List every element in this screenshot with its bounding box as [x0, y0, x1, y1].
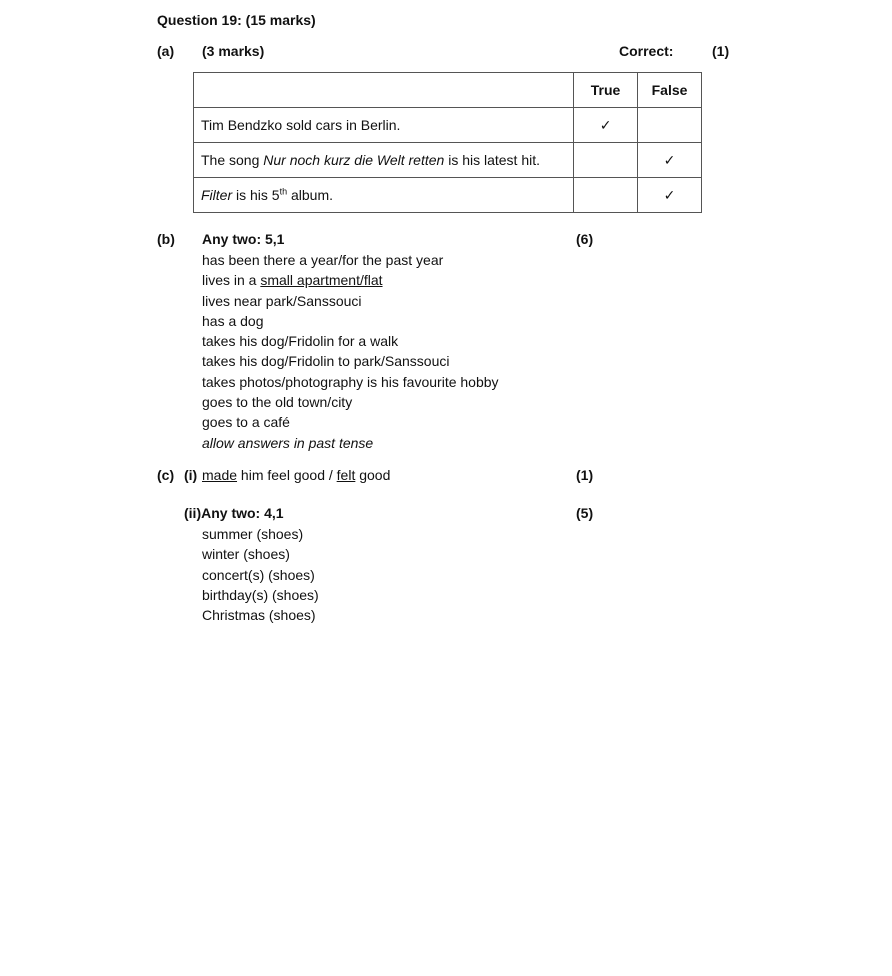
correct-mark: (1)	[712, 43, 730, 59]
check-icon: ✓	[663, 151, 676, 168]
part-b-marks: (6)	[576, 231, 594, 247]
answer-text: lives in a	[202, 272, 261, 289]
true-cell	[574, 143, 638, 178]
underlined-answer: small apartment/flat	[260, 272, 383, 289]
part-c-ii-answers	[202, 524, 319, 625]
table-header-row	[194, 73, 702, 108]
statement-text-end: album.	[287, 187, 334, 203]
album-title: Filter	[201, 187, 233, 203]
part-a-label: (a)	[157, 43, 175, 59]
statement-text: The song	[201, 152, 264, 168]
list-item: takes his dog/Fridolin to park/Sanssouci	[202, 353, 450, 370]
table-row	[194, 108, 702, 143]
true-cell	[574, 108, 638, 143]
statement-text: is his 5	[232, 187, 280, 203]
check-icon: ✓	[663, 186, 676, 203]
correct-label: Correct:	[619, 43, 674, 59]
list-item: takes his dog/Fridolin for a walk	[202, 333, 399, 350]
part-c-ii-heading: (ii)Any two: 4,1	[184, 505, 284, 521]
false-cell	[638, 143, 702, 178]
part-c-ii-marks: (5)	[576, 505, 594, 521]
table-header-false: False	[638, 73, 702, 108]
underlined-answer: felt	[336, 467, 356, 483]
true-false-table	[193, 72, 702, 213]
statement-cell	[194, 108, 574, 143]
check-icon: ✓	[599, 116, 612, 133]
question-title: Question 19: (15 marks)	[157, 12, 316, 28]
statement-text-end: is his latest hit.	[444, 152, 541, 168]
part-a-marks: (3 marks)	[202, 43, 265, 59]
part-c-label: (c)	[157, 467, 175, 483]
part-b-label: (b)	[157, 231, 175, 247]
false-cell	[638, 178, 702, 213]
statement-cell	[194, 143, 574, 178]
song-title: Nur noch kurz die Welt retten	[263, 152, 445, 168]
table-row	[194, 143, 702, 178]
statement-text: Tim Bendzko sold cars in Berlin.	[201, 117, 401, 133]
list-item: has a dog	[202, 312, 264, 329]
part-c-i-answer	[202, 467, 390, 483]
false-cell	[638, 108, 702, 143]
list-item: concert(s) (shoes)	[202, 566, 315, 583]
list-item: birthday(s) (shoes)	[202, 586, 319, 603]
part-c-i-label: (i)	[184, 467, 198, 483]
statement-cell	[194, 178, 574, 213]
ordinal-suffix: th	[279, 186, 288, 197]
part-b-answers	[202, 250, 499, 453]
list-item: has been there a year/for the past year	[202, 252, 444, 268]
list-item	[202, 270, 499, 290]
list-item: summer (shoes)	[202, 526, 304, 542]
table-row	[194, 178, 702, 213]
list-item: goes to the old town/city	[202, 394, 353, 411]
answer-text-end: good	[355, 467, 391, 483]
part-b-heading: Any two: 5,1	[202, 231, 285, 247]
list-item: goes to a café	[202, 414, 290, 431]
true-cell	[574, 178, 638, 213]
list-item: Christmas (shoes)	[202, 607, 316, 624]
table-header-statement	[194, 73, 574, 108]
marking-note: allow answers in past tense	[202, 434, 374, 451]
list-item: takes photos/photography is his favourite hobby	[202, 373, 499, 390]
underlined-answer: made	[202, 467, 238, 483]
list-item: lives near park/Sanssouci	[202, 292, 362, 309]
answer-text: him feel good /	[237, 467, 337, 483]
part-c-i-marks: (1)	[576, 467, 594, 483]
list-item: winter (shoes)	[202, 546, 290, 563]
table-header-true: True	[574, 73, 638, 108]
